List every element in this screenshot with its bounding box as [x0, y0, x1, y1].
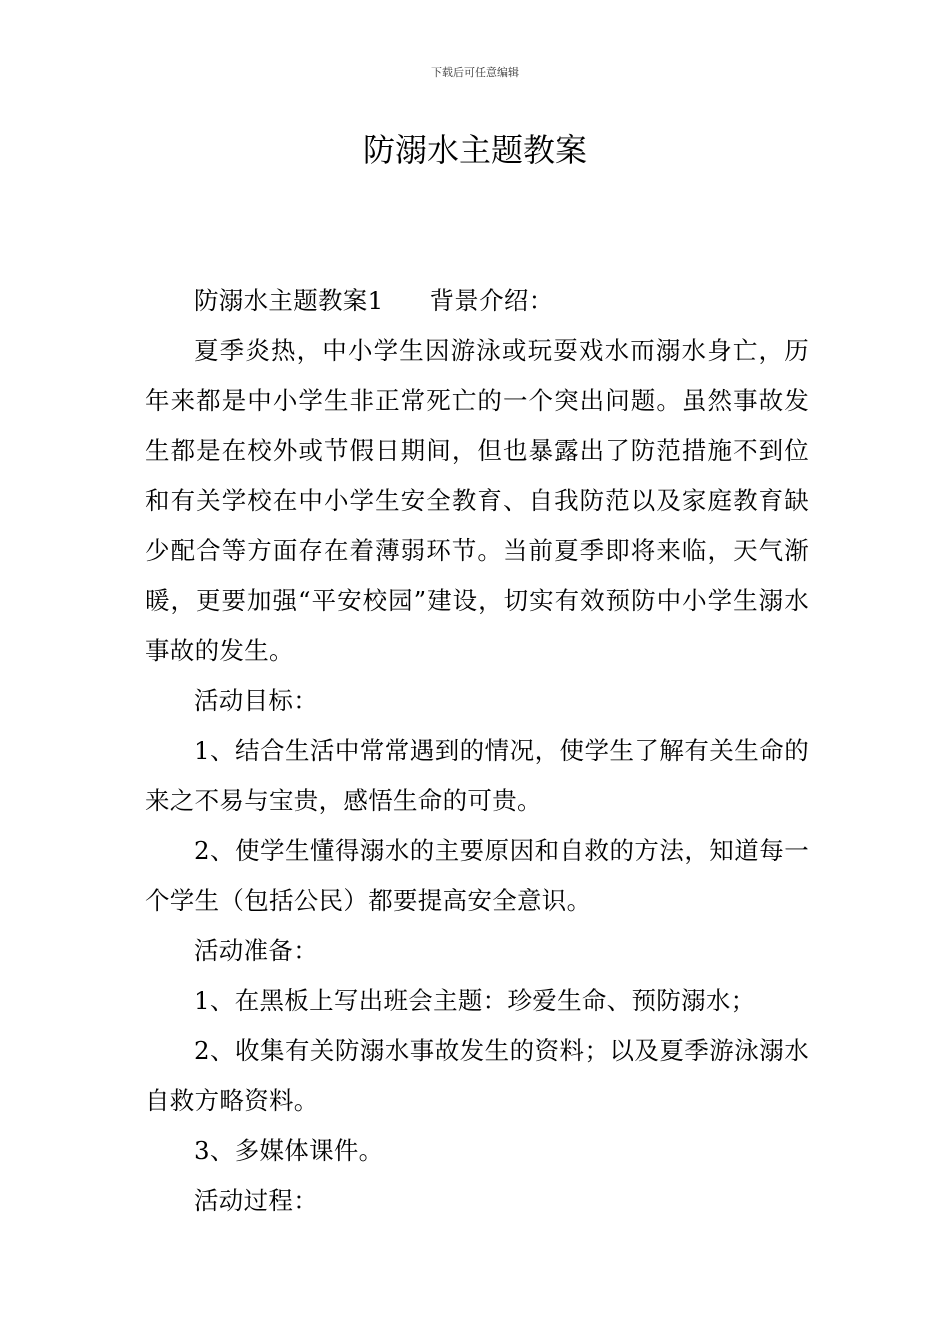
- section-heading: 防溺水主题教案1: [194, 286, 384, 315]
- header-note: 下载后可任意编辑: [431, 66, 519, 79]
- section-label: 背景介绍：: [429, 286, 554, 315]
- preparation-item-1: 1、在黑板上写出班会主题：珍爱生命、预防溺水；: [194, 986, 756, 1015]
- goal-item-2: 2、使学生懂得溺水的主要原因和自救的方法，知道每一个学生（包括公民）都要提高安全意识。: [145, 836, 809, 915]
- page-title: 防溺水主题教案: [362, 131, 587, 169]
- heading-activity-goals: 活动目标：: [194, 686, 318, 715]
- document-body: [145, 276, 809, 1226]
- section-heading-line: [145, 276, 809, 326]
- heading-activity-process: 活动过程：: [194, 1186, 318, 1215]
- paragraph-background: 夏季炎热，中小学生因游泳或玩耍戏水而溺水身亡，历年来都是中小学生非正常死亡的一个突出问题。虽然事故发生都是在校外或节假日期间，但也暴露出了防范措施不到位和有关学校在中小学生安全教育、自我防范以及家庭教育缺少配合等方面存在着薄弱环节。当前夏季即将来临，天气渐暖，更要加强“平安校园”建设，切实有效预防中小学生溺水事故的发生。: [145, 336, 809, 665]
- preparation-item-2: 2、收集有关防溺水事故发生的资料；以及夏季游泳溺水自救方略资料。: [145, 1036, 809, 1115]
- heading-activity-preparation: 活动准备：: [194, 936, 318, 965]
- goal-item-1: 1、结合生活中常常遇到的情况，使学生了解有关生命的来之不易与宝贵，感悟生命的可贵。: [145, 736, 809, 815]
- preparation-item-3: 3、多媒体课件。: [194, 1136, 384, 1165]
